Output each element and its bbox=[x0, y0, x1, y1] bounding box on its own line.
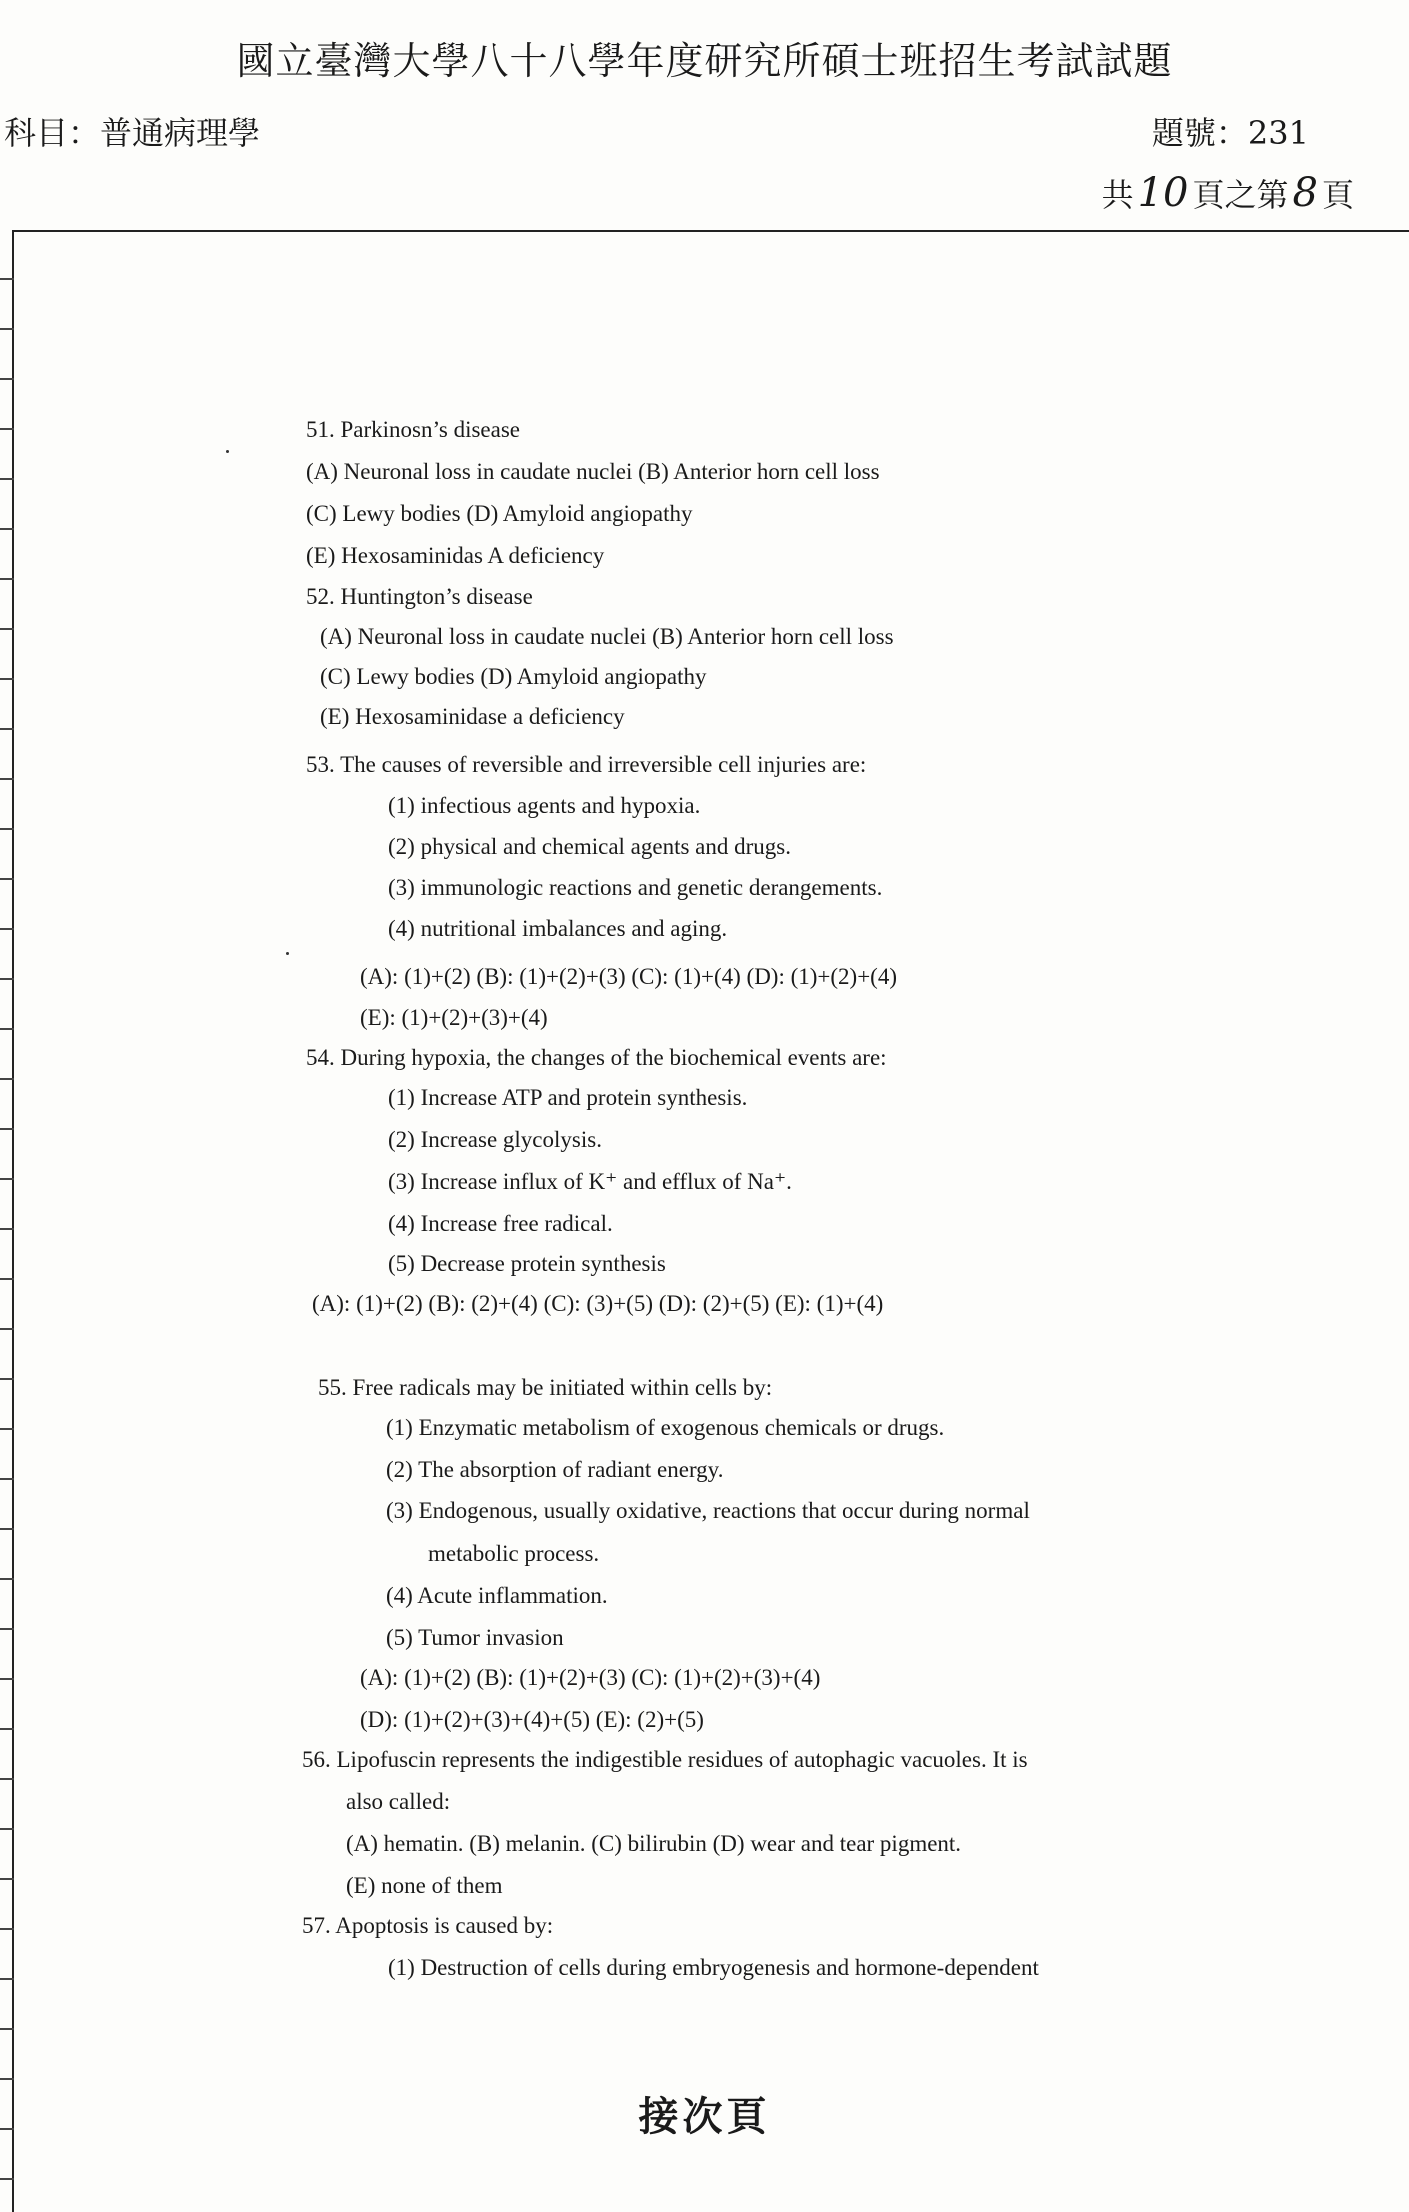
question-line: (A): (1)+(2) (B): (2)+(4) (C): (3)+(5) (D): (2)+(5) (E): (1)+(4) bbox=[312, 1291, 884, 1316]
exam-code: 題號：231 bbox=[1151, 114, 1309, 152]
page-count-mid: 頁之第 bbox=[1192, 176, 1289, 214]
page-count-prefix: 共 bbox=[1101, 176, 1134, 214]
question-line: 52. Huntington’s disease bbox=[306, 584, 533, 609]
question-line: (4) Increase free radical. bbox=[388, 1211, 613, 1236]
exam-title: 國立臺灣大學八十八學年度研究所碩士班招生考試試題 bbox=[236, 39, 1173, 83]
question-line: (1) Destruction of cells during embryogenesis and hormone-dependent bbox=[388, 1955, 1039, 1980]
question-line: (A) Neuronal loss in caudate nuclei (B) Anterior horn cell loss bbox=[306, 459, 880, 484]
scan-speck bbox=[286, 952, 289, 955]
question-line: (1) Enzymatic metabolism of exogenous chemicals or drugs. bbox=[386, 1415, 945, 1440]
question-line: (C) Lewy bodies (D) Amyloid angiopathy bbox=[306, 501, 693, 526]
question-line: 53. The causes of reversible and irreversible cell injuries are: bbox=[306, 752, 867, 777]
exam-subject: 科目：普通病理學 bbox=[4, 114, 261, 152]
question-line: (5) Decrease protein synthesis bbox=[388, 1251, 666, 1276]
question-line: (A): (1)+(2) (B): (1)+(2)+(3) (C): (1)+(4) (D): (1)+(2)+(4) bbox=[360, 964, 897, 989]
question-line: (2) physical and chemical agents and drugs. bbox=[388, 834, 792, 859]
question-line: (4) Acute inflammation. bbox=[386, 1583, 608, 1608]
question-line: (3) immunologic reactions and genetic derangements. bbox=[388, 875, 883, 900]
question-line: (E) none of them bbox=[346, 1873, 503, 1898]
question-line: (3) Endogenous, usually oxidative, reactions that occur during normal bbox=[386, 1498, 1030, 1523]
question-line: metabolic process. bbox=[428, 1541, 600, 1566]
question-line: (1) infectious agents and hypoxia. bbox=[388, 793, 701, 818]
page-count bbox=[1102, 170, 1354, 216]
question-line: (5) Tumor invasion bbox=[386, 1625, 564, 1650]
question-line: (C) Lewy bodies (D) Amyloid angiopathy bbox=[320, 664, 707, 689]
page-current-handwritten: 8 bbox=[1292, 170, 1318, 216]
question-line: 55. Free radicals may be initiated within cells by: bbox=[318, 1375, 773, 1400]
question-line: also called: bbox=[346, 1789, 451, 1814]
question-line: (E) Hexosaminidase a deficiency bbox=[320, 704, 625, 729]
question-line: (1) Increase ATP and protein synthesis. bbox=[388, 1085, 748, 1110]
question-line: (2) Increase glycolysis. bbox=[388, 1127, 602, 1152]
question-line: 57. Apoptosis is caused by: bbox=[302, 1913, 554, 1938]
question-line: 54. During hypoxia, the changes of the biochemical events are: bbox=[306, 1045, 887, 1070]
question-line: (A) hematin. (B) melanin. (C) bilirubin (D) wear and tear pigment. bbox=[346, 1831, 962, 1856]
binding-margin-ticks bbox=[0, 230, 14, 2210]
question-line: 51. Parkinosn’s disease bbox=[306, 417, 521, 442]
question-line: (D): (1)+(2)+(3)+(4)+(5) (E): (2)+(5) bbox=[360, 1707, 704, 1732]
question-line: (A) Neuronal loss in caudate nuclei (B) Anterior horn cell loss bbox=[320, 624, 894, 649]
question-line: (E) Hexosaminidas A deficiency bbox=[306, 543, 605, 568]
continued-next-page: 接次頁 bbox=[638, 2093, 771, 2140]
question-line: 56. Lipofuscin represents the indigestible residues of autophagic vacuoles. It is bbox=[302, 1747, 1028, 1772]
question-line: (2) The absorption of radiant energy. bbox=[386, 1457, 724, 1482]
scan-speck bbox=[226, 450, 229, 453]
question-line: (A): (1)+(2) (B): (1)+(2)+(3) (C): (1)+(2)+(3)+(4) bbox=[360, 1665, 821, 1690]
question-line: (4) nutritional imbalances and aging. bbox=[388, 916, 728, 941]
question-line: (E): (1)+(2)+(3)+(4) bbox=[360, 1005, 548, 1030]
page-total-handwritten: 10 bbox=[1137, 170, 1189, 216]
question-line: (3) Increase influx of K⁺ and efflux of Na⁺. bbox=[388, 1169, 792, 1194]
page-frame bbox=[12, 230, 1409, 2212]
page-count-suffix: 頁 bbox=[1321, 176, 1354, 214]
